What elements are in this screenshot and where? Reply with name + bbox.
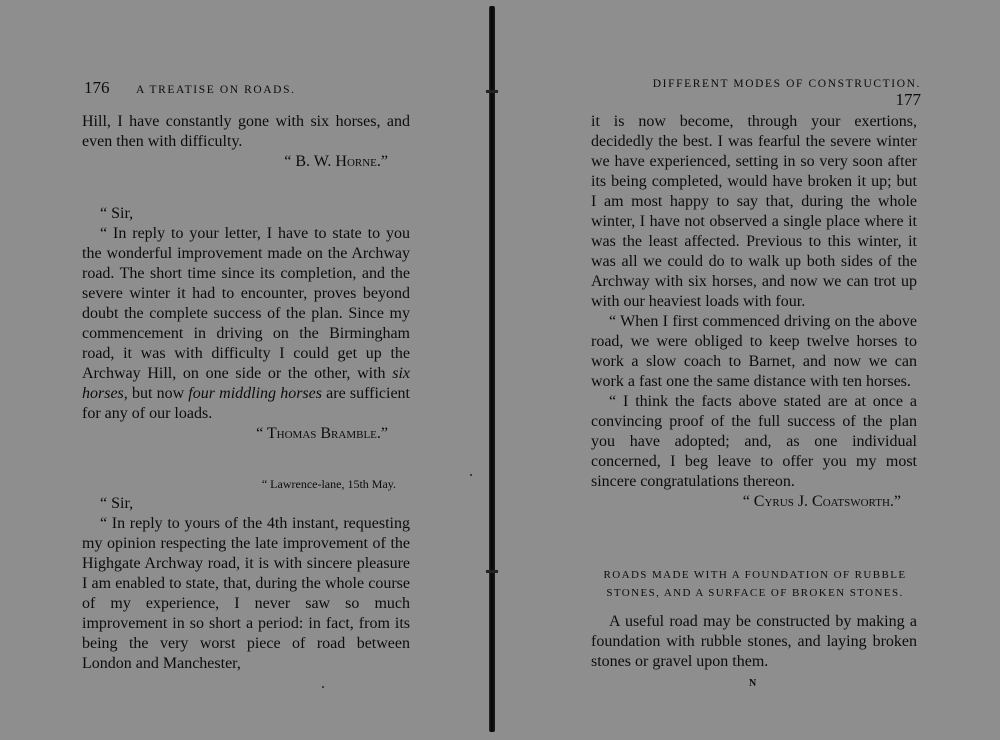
salutation: “ Sir, — [100, 495, 134, 512]
dateline: “ Lawrence-lane, 15th May. — [261, 477, 396, 491]
left-body — [82, 112, 410, 674]
signature-horne: “ B. W. Horne.” — [284, 153, 388, 170]
letter-paragraph: “ When I first commenced driving on the above road, we were obliged to keep twelve horses to work a slow coach to Barnet, and now we can work a fast one the same distance with ten horses. — [591, 313, 917, 390]
right-body — [591, 112, 917, 512]
right-page — [515, 0, 1000, 740]
continuation-paragraph: Hill, I have constantly gone with six horses, and even then with difficulty. — [82, 113, 410, 150]
left-page — [0, 0, 470, 740]
letter-paragraph: “ In reply to your letter, I have to state to you the wonderful improvement made on the Archway road. The short time since its completion, and the severe winter it had to encounter, proves beyond doubt the complete success of the plan. Since my commencement in driving on the Birmingham road, it was with difficulty I could get up the Archway Hill, on one side or the other, with six horses, but now four middling horses are sufficient for any of our loads. — [82, 225, 410, 422]
letter-paragraph: “ In reply to yours of the 4th instant, requesting my opinion respecting the late improvement of the Highgate Archway road, it is with sincere pleasure I am enabled to state, that, during the whole course of my experience, I never saw so much improvement in so short a period: in fact, from its being the very worst piece of road between London and Manchester, — [82, 515, 410, 672]
signature-mark: N — [749, 678, 757, 689]
gutter-mark — [486, 570, 498, 573]
body-paragraph: A useful road may be constructed by making a foundation with rubble stones, and laying broken stones or gravel upon them. — [591, 613, 917, 670]
salutation: “ Sir, — [100, 205, 134, 222]
right-page-number: 177 — [895, 90, 921, 109]
right-running-title: DIFFERENT MODES OF CONSTRUCTION. — [652, 78, 921, 90]
section-heading: ROADS MADE WITH A FOUNDATION OF RUBBLE STONES, AND A SURFACE OF BROKEN STONES. — [603, 569, 907, 599]
section-body — [591, 612, 917, 672]
signature-bramble: “ Thomas Bramble.” — [256, 425, 388, 442]
left-page-number: 176 — [84, 78, 110, 97]
book-gutter — [489, 6, 495, 732]
right-running-head — [626, 78, 921, 110]
letter-paragraph: “ I think the facts above stated are at once a convincing proof of the full success of the plan you have adopted; and, as one individual concerned, I beg leave to offer you my most sincere congratulations thereon. — [591, 393, 917, 490]
print-speck — [470, 474, 472, 476]
signature-coatsworth: “ Cyrus J. Coatsworth.” — [742, 493, 901, 510]
continuation-paragraph: it is now become, through your exertions, decidedly the best. I was fearful the severe winter we have experienced, setting in so very soon after its being completed, would have broken it up; but I am most happy to say that, during the whole winter, I have not observed a single place where it was the least affected. Previous to this winter, it was all we could do to walk up both sides of the Archway with six horses, and now we can trot up with our heaviest loads with four. — [591, 113, 917, 310]
gutter-mark — [486, 90, 498, 93]
print-speck — [322, 686, 324, 688]
left-running-title: A TREATISE ON ROADS. — [135, 84, 296, 96]
left-running-head — [84, 78, 410, 98]
